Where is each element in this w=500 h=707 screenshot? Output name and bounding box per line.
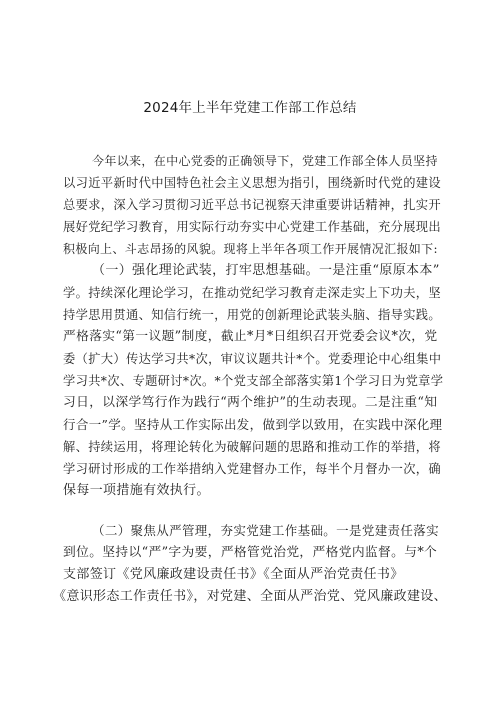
paragraph-line: 积极向上、斗志昂扬的风貌。现将上半年各项工作开展情况汇报如下: bbox=[63, 242, 438, 256]
paragraph-line: 总要求，深入学习贯彻习近平总书记视察天津重要讲话精神，扎实开 bbox=[63, 198, 441, 212]
paragraph-line: 到位。坚持以“严”字为要，严格管党治党，严格党内监督。与*个 bbox=[63, 545, 438, 560]
paragraph-line: （二）聚焦从严管理，夯实党建工作基础。一是党建责任落实 bbox=[92, 523, 439, 538]
paragraph-line: 支部签订《党风廉政建设责任书》《全面从严治党责任书》 bbox=[63, 567, 404, 582]
paragraph-line: 学习研讨形成的工作举措纳入党建督办工作，每半个月督办一次，确 bbox=[63, 462, 441, 476]
paragraph-line: （一）强化理论武装，打牢思想基础。一是注重“原原本本” bbox=[92, 263, 440, 278]
paragraph-line: 持学思用贯通、知信行统一，用党的创新理论武装头脑、指导实践。 bbox=[63, 308, 441, 322]
paragraph-line: 委（扩大）传达学习共*次，审议议题共计*个。党委理论中心组集中 bbox=[63, 352, 442, 366]
paragraph-line: 以习近平新时代中国特色社会主义思想为指引，围绕新时代党的建设 bbox=[63, 176, 441, 190]
paragraph-line: 学。持续深化理论学习，在推动党纪学习教育走深走实上下功夫，坚 bbox=[63, 286, 441, 300]
paragraph-line: 展好党纪学习教育，用实际行动夯实中心党建工作基础，充分展现出 bbox=[63, 220, 441, 234]
paragraph-line: 习日，以深学笃行作为践行“两个维护”的生动表现。二是注重“知 bbox=[63, 395, 438, 410]
paragraph-line: 今年以来，在中心党委的正确领导下，党建工作部全体人员坚持 bbox=[92, 154, 438, 168]
paragraph-line: 解、持续运用，将理论转化为破解问题的思路和推动工作的举措，将 bbox=[63, 440, 441, 454]
paragraph-line: 学习共*次、专题研讨*次。*个党支部全部落实第1个学习日为党章学 bbox=[63, 374, 444, 388]
document-title: 2024年上半年党建工作部工作总结 bbox=[143, 100, 357, 116]
paragraph-line: 保每一项措施有效执行。 bbox=[63, 483, 210, 498]
paragraph-line: 严格落实“第一议题”制度，截止*月*日组织召开党委会议*次，党 bbox=[63, 329, 438, 344]
paragraph-line: 《意识形态工作责任书》，对党建、全面从严治党、党风廉政建设、 bbox=[53, 589, 448, 604]
paragraph-line: 行合一”学。坚持从工作实际出发，做到学以致用，在实践中深化理 bbox=[63, 417, 443, 432]
